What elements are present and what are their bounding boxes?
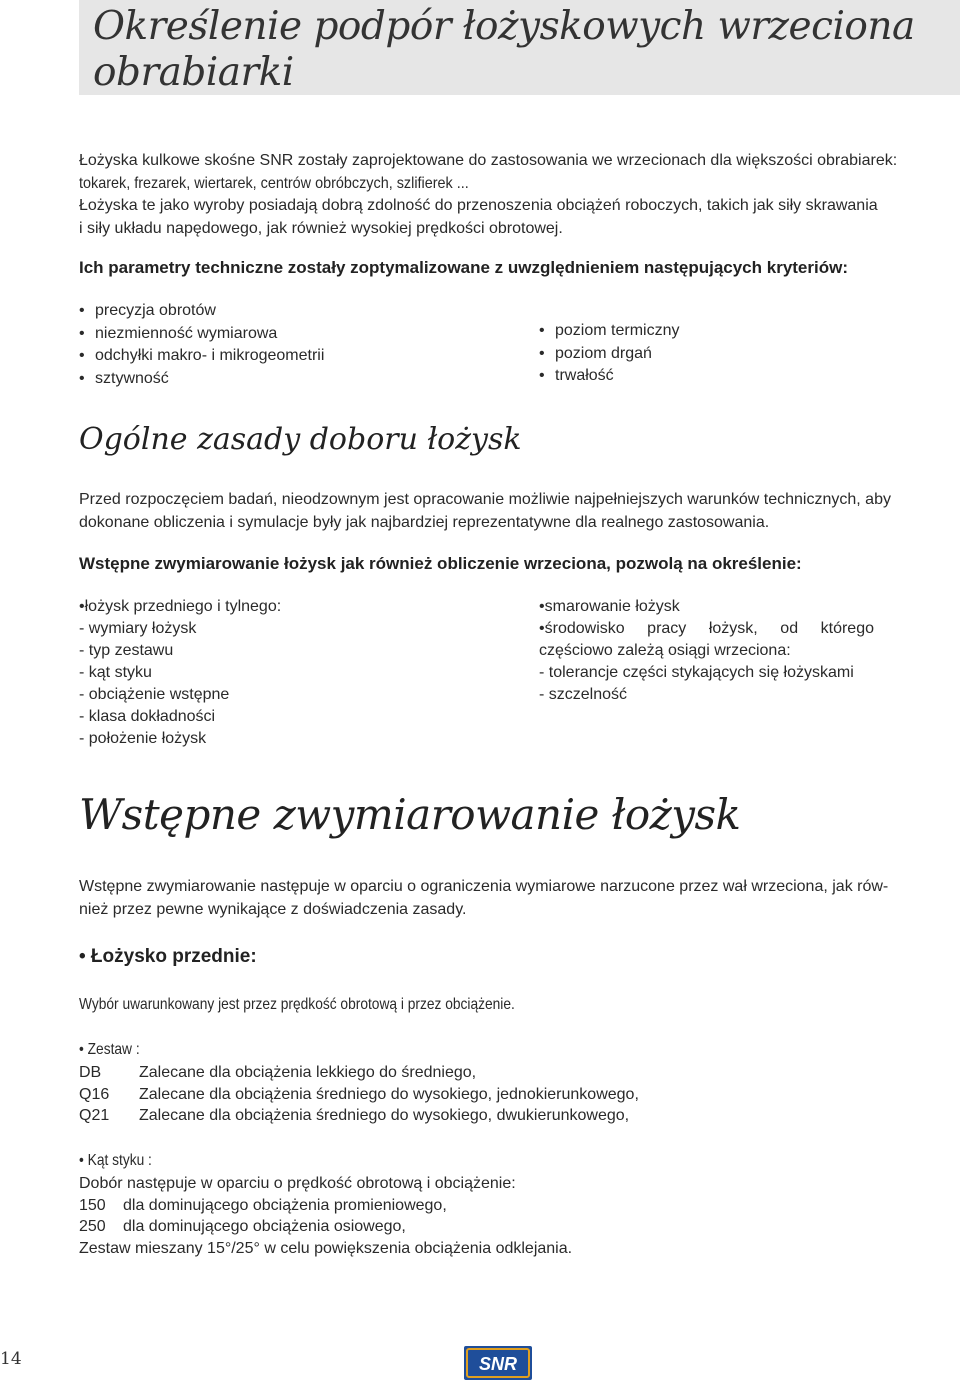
angle-desc: dla dominującego obciążenia osiowego, (123, 1218, 406, 1235)
set-code: DB (79, 1064, 102, 1081)
presizing-left-bullet: •łożysk przedniego i tylnego: (79, 598, 282, 615)
angle-table (79, 1173, 572, 1259)
list-item: • poziom termiczny (539, 320, 679, 343)
bullet-label: łożysk przedniego i tylnego: (84, 598, 282, 615)
section-title-general: Ogólne zasady doboru łożysk (79, 422, 522, 457)
list-item: - wymiary łożysk (79, 620, 197, 637)
list-item: • odchyłki makro- i mikrogeometrii (79, 345, 324, 368)
logo-text: SNR (478, 1354, 518, 1374)
presizing-line: nież przez pewne wynikające z doświadczenia zasady. (79, 900, 467, 918)
general-paragraph (79, 489, 959, 534)
table-row (79, 1062, 639, 1084)
presizing-right-bullet: •smarowanie łożysk (539, 598, 680, 615)
list-item: częściowo zależą osiągi wrzeciona: (539, 642, 791, 659)
presizing-paragraph (79, 876, 959, 921)
list-item: - kąt styku (79, 664, 152, 681)
angle-code: 250 (79, 1218, 106, 1235)
list-item: • sztywność (79, 368, 324, 391)
set-code: Q16 (79, 1085, 110, 1103)
table-row (79, 1216, 572, 1238)
list-item: - szczelność (539, 686, 628, 703)
list-item: • niezmienność wymiarowa (79, 323, 324, 346)
title-banner (79, 0, 960, 95)
set-desc: Zalecane dla obciążenia średniego do wysokiego, dwukierunkowego, (139, 1107, 630, 1124)
angle-desc: dla dominującego obciążenia promieniowego, (123, 1196, 447, 1214)
presizing-right-column (539, 596, 874, 706)
presizing-right-bullet: • środowisko pracy łożysk, od którego (539, 618, 874, 640)
presizing-heading: Wstępne zwymiarowanie łożysk jak również obliczenie wrzeciona, pozwolą na określenie: (79, 554, 802, 573)
set-desc: Zalecane dla obciążenia lekkiego do średniego, (139, 1064, 477, 1081)
presizing-left-column (79, 596, 281, 750)
criteria-list-left (79, 300, 324, 390)
list-item: - obciążenie wstępne (79, 686, 230, 703)
list-item: - typ zestawu (79, 642, 174, 659)
intro-line: Łożyska kulkowe skośne SNR zostały zaprojektowane do zastosowania we wrzecionach dla większości obrabiarek: (79, 152, 898, 169)
list-item: • poziom drgań (539, 343, 679, 366)
intro-line: tokarek, frezarek, wiertarek, centrów obróbczych, szlifierek ... (79, 174, 469, 192)
general-line: dokonane obliczenia i symulacje były jak najbardziej reprezentatywne dla realnego zastosowania. (79, 513, 770, 531)
page-title-line1: Określenie podpór łożyskowych wrzeciona (93, 4, 915, 49)
general-line: Przed rozpoczęciem badań, nieodzownym jest opracowanie możliwie najpełniejszych warunków technicznych, aby (79, 491, 891, 508)
angle-label: • Kąt styku : (79, 1152, 152, 1169)
table-row (79, 1084, 639, 1106)
angle-mixed: Zestaw mieszany 15°/25° w celu powiększenia obciążenia odklejania. (79, 1239, 573, 1257)
angle-intro: Dobór następuje w oparciu o prędkość obrotową i obciążenie: (79, 1175, 516, 1192)
list-item: - położenie łożysk (79, 730, 207, 747)
list-item: • trwałość (539, 365, 679, 388)
list-item: • precyzja obrotów (79, 300, 324, 323)
set-table (79, 1062, 639, 1127)
list-item: - tolerancje części stykających się łożyskami (539, 664, 854, 681)
front-bearing-subtitle: Wybór uwarunkowany jest przez prędkość obrotową i przez obciążenie. (79, 996, 515, 1013)
table-row (79, 1105, 639, 1127)
table-row (79, 1195, 572, 1217)
set-label: • Zestaw : (79, 1041, 140, 1058)
section-title-presizing: Wstępne zwymiarowanie łożysk (79, 790, 741, 839)
snr-logo (464, 1346, 532, 1380)
set-desc: Zalecane dla obciążenia średniego do wysokiego, jednokierunkowego, (139, 1085, 639, 1103)
intro-paragraph (79, 150, 959, 240)
page-title-line2: obrabiarki (93, 50, 294, 95)
criteria-list-right (539, 320, 679, 388)
bullet-label: środowisko pracy łożysk, od którego (544, 620, 874, 637)
page-number: 14 (0, 1349, 22, 1369)
intro-line: Łożyska te jako wyroby posiadają dobrą zdolność do przenoszenia obciążeń roboczych, takich jak siły skrawania (79, 197, 878, 214)
intro-line: i siły układu napędowego, jak również wysokiej prędkości obrotowej. (79, 219, 563, 237)
bullet-label: smarowanie łożysk (544, 598, 680, 615)
front-bearing-heading: • Łożysko przednie: (79, 946, 257, 967)
criteria-heading: Ich parametry techniczne zostały zoptymalizowane z uwzględnieniem następujących kryteriów: (79, 258, 848, 277)
list-item: - klasa dokładności (79, 708, 216, 725)
set-code: Q21 (79, 1107, 110, 1124)
angle-code: 150 (79, 1196, 106, 1214)
presizing-line: Wstępne zwymiarowanie następuje w oparciu o ograniczenia wymiarowe narzucone przez wał wrzeciona, jak rów- (79, 878, 889, 895)
